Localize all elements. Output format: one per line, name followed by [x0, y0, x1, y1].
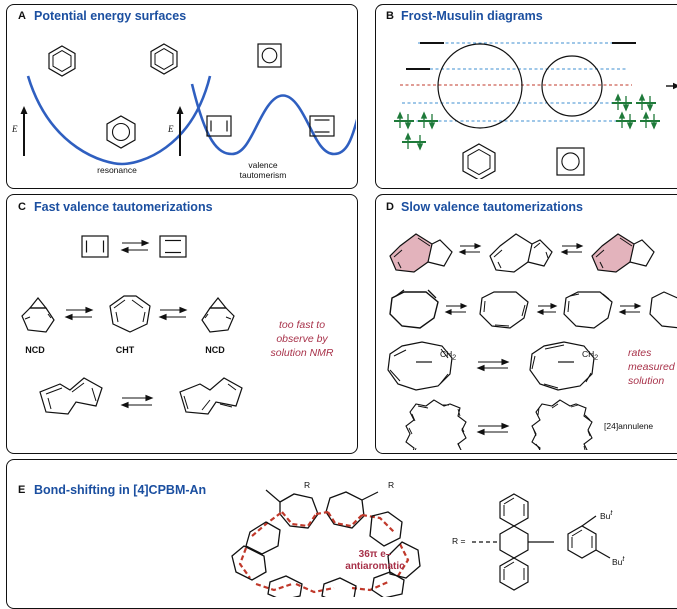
- panel-c-label-ncd-left: NCD: [25, 345, 45, 355]
- panel-e-r-left: R: [304, 480, 311, 490]
- panel-d-ch2-right: $CH_2$: [582, 349, 599, 362]
- panel-e-bu-bottom: Bu$^t$: [612, 556, 625, 567]
- panel-a-letter: A: [18, 10, 26, 22]
- panel-b-letter: B: [386, 10, 394, 22]
- panel-e-macrocycle: [222, 484, 482, 597]
- svg-text:E: E: [168, 124, 174, 134]
- panel-a-graphic: [10, 24, 356, 174]
- panel-c-label-cht: CHT: [115, 345, 135, 355]
- panel-d-note-line2: measured: [628, 361, 675, 373]
- panel-d-letter: D: [386, 201, 394, 213]
- panel-c-label-ncd-right: NCD: [205, 345, 225, 355]
- panel-d-ch2-left: $CH_2$: [440, 349, 457, 362]
- panel-a-caption-right-2: tautomerism: [239, 170, 287, 180]
- panel-e-anti-line2: antiaromatic: [345, 561, 405, 572]
- panel-c-note-line3: solution NMR: [270, 347, 334, 359]
- panel-d-note-line3: solution: [628, 375, 665, 387]
- panel-a-caption-left: resonance: [97, 165, 137, 175]
- panel-c-note-line2: observe by: [276, 333, 328, 345]
- panel-e-r-right: R: [388, 480, 395, 490]
- panel-b-graphic: [380, 24, 677, 179]
- panel-c-letter: C: [18, 201, 26, 213]
- panel-a-title: Potential energy surfaces: [34, 9, 187, 23]
- panel-d-annulene-label: [24]annulene: [604, 421, 654, 431]
- panel-a-caption-right-1: valence: [248, 160, 278, 170]
- panel-e-title: Bond-shifting in [4]CPBM-An: [34, 483, 207, 497]
- panel-e-letter: E: [18, 484, 26, 496]
- panel-e-r-group-structure: [470, 488, 670, 598]
- panel-d-note-line1: rates: [628, 347, 652, 359]
- panel-d-graphic: [382, 222, 677, 450]
- panel-c-title: Fast valence tautomerizations: [34, 200, 213, 214]
- panel-c-note-line1: too fast to: [278, 319, 326, 331]
- panel-e-anti-line1: 36π e–: [358, 549, 392, 560]
- panel-e-r-definition: R =: [452, 536, 466, 546]
- panel-b-title: Frost-Musulin diagrams: [401, 9, 543, 23]
- panel-e-bu-top: Bu$^t$: [600, 510, 613, 521]
- panel-d-title: Slow valence tautomerizations: [401, 200, 583, 214]
- svg-text:E: E: [12, 124, 18, 134]
